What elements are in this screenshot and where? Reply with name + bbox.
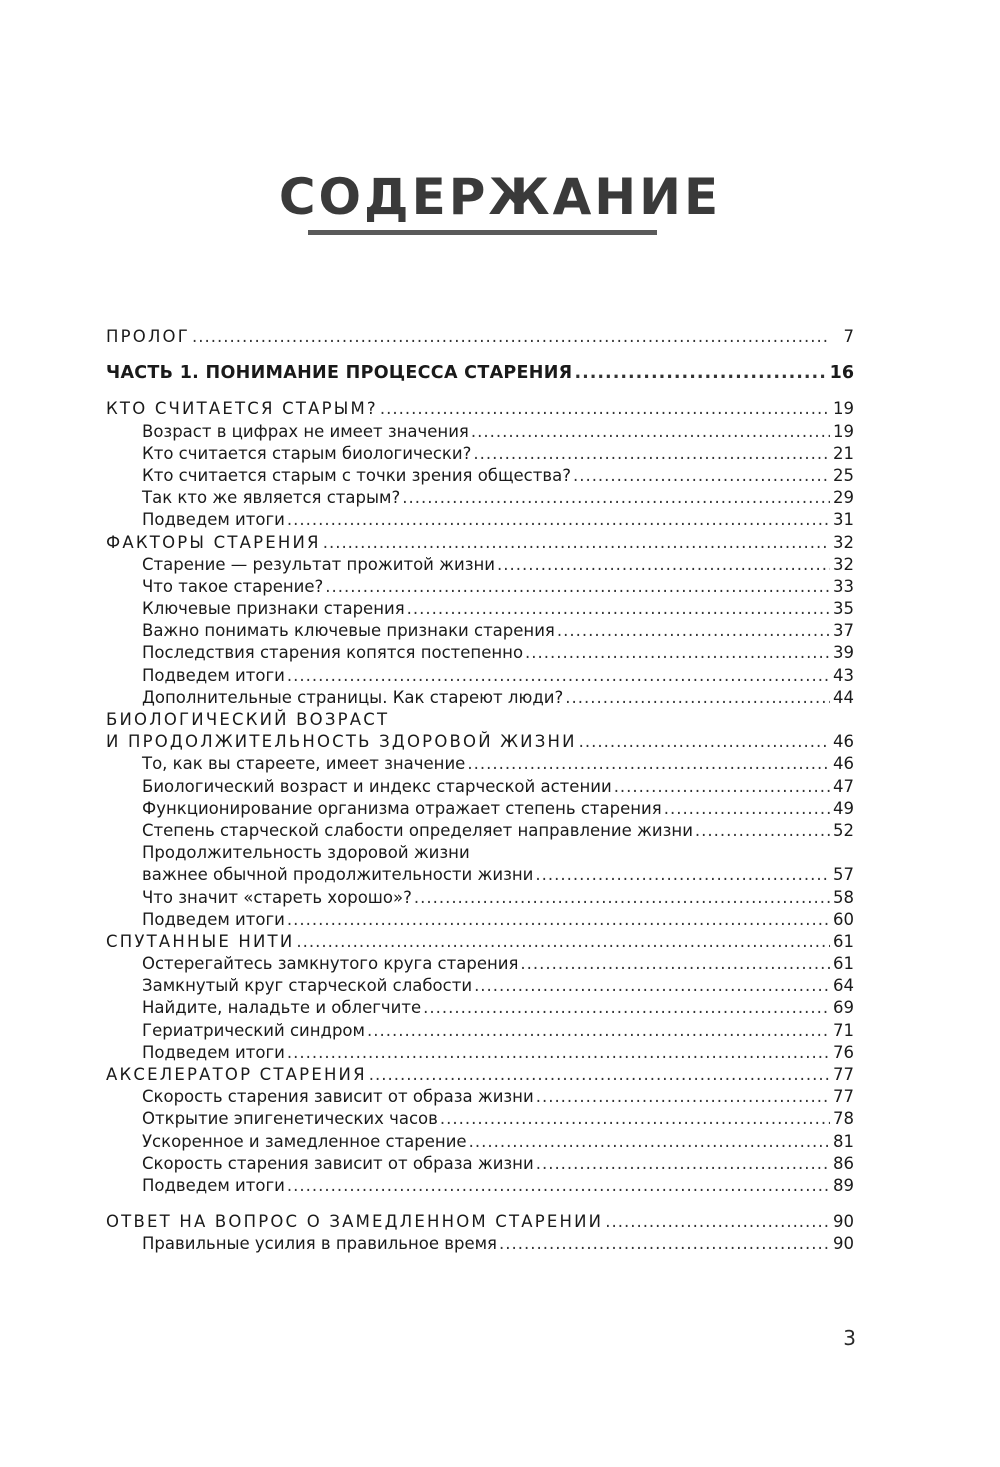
- table-of-contents: [106, 326, 854, 1256]
- toc-section[interactable]: [106, 1020, 854, 1042]
- toc-entry-label: Биологический возраст и индекс старческой астении: [142, 776, 612, 796]
- toc-entry-label: важнее обычной продолжительности жизни: [142, 865, 534, 885]
- toc-entry-label: Подведем итоги: [142, 1175, 285, 1195]
- toc-entry-label: Последствия старения копятся постепенно: [142, 643, 524, 663]
- toc-entry-label: АКСЕЛЕРАТОР СТАРЕНИЯ: [106, 1065, 367, 1084]
- toc-entry-label: Функционирование организма отражает степень старения: [142, 798, 662, 818]
- toc-page-number: 90: [833, 1212, 854, 1232]
- dot-leader: [287, 1175, 830, 1197]
- dot-leader: [192, 326, 830, 348]
- toc-page-number: 58: [833, 887, 854, 907]
- dot-leader: [565, 687, 830, 709]
- dot-leader: [695, 820, 830, 842]
- toc-entry-label: Найдите, наладьте и облегчите: [142, 998, 422, 1018]
- toc-section[interactable]: [106, 1108, 854, 1130]
- toc-page-number: 19: [833, 399, 854, 419]
- toc-section[interactable]: [106, 465, 854, 487]
- toc-chapter-biological-age-line2[interactable]: [106, 731, 854, 753]
- toc-entry-label: То, как вы стареете, имеет значение: [142, 754, 466, 774]
- toc-entry-label: Правильные усилия в правильное время: [142, 1234, 497, 1254]
- dot-leader: [367, 1020, 830, 1042]
- toc-page-number: 61: [833, 954, 854, 974]
- toc-section[interactable]: [106, 665, 854, 687]
- toc-section[interactable]: [106, 509, 854, 531]
- toc-page-number: 47: [833, 776, 854, 796]
- toc-section[interactable]: [106, 887, 854, 909]
- toc-entry-label: Остерегайтесь замкнутого круга старения: [142, 954, 519, 974]
- toc-page-number: 49: [833, 798, 854, 818]
- toc-page-number: 64: [833, 976, 854, 996]
- toc-page-number: 77: [833, 1065, 854, 1084]
- toc-section[interactable]: [106, 1086, 854, 1108]
- dot-leader: [469, 1131, 830, 1153]
- toc-section[interactable]: [106, 421, 854, 443]
- toc-page-number: 29: [833, 488, 854, 508]
- toc-entry-label: Возраст в цифрах не имеет значения: [142, 421, 469, 441]
- toc-entry-label: Подведем итоги: [142, 1042, 285, 1062]
- toc-entry-label: Замкнутый круг старческой слабости: [142, 976, 473, 996]
- dot-leader: [471, 421, 830, 443]
- toc-entry-label: ОТВЕТ НА ВОПРОС О ЗАМЕДЛЕННОМ СТАРЕНИИ: [106, 1212, 604, 1232]
- toc-entry-label: Скорость старения зависит от образа жизни: [142, 1153, 534, 1173]
- toc-entry-label: Дополнительные страницы. Как стареют люди?: [142, 687, 564, 707]
- dot-leader: [287, 909, 830, 931]
- toc-page-number: 37: [833, 621, 854, 641]
- toc-section[interactable]: [106, 1175, 854, 1197]
- dot-leader: [474, 975, 830, 997]
- toc-entry-label: Важно понимать ключевые признаки старения: [142, 621, 555, 641]
- page-number: 3: [843, 1326, 856, 1350]
- dot-leader: [574, 362, 827, 384]
- toc-entry-label: Продолжительность здоровой жизни: [142, 843, 470, 863]
- toc-page-number: 71: [833, 1020, 854, 1040]
- toc-entry-label: СПУТАННЫЕ НИТИ: [106, 931, 295, 951]
- toc-page-number: 46: [833, 754, 854, 774]
- toc-section[interactable]: [106, 687, 854, 709]
- dot-leader: [497, 554, 830, 576]
- toc-entry-label: Так кто же является старым?: [142, 488, 401, 508]
- toc-entry-label: ПРОЛОГ: [106, 327, 191, 346]
- toc-page-number: 35: [833, 599, 854, 619]
- toc-page-number: 78: [833, 1109, 854, 1129]
- toc-page-number: 31: [833, 510, 854, 530]
- dot-leader: [380, 398, 830, 420]
- toc-chapter-slow-aging-answer[interactable]: [106, 1211, 854, 1233]
- toc-section[interactable]: [106, 642, 854, 664]
- toc-section[interactable]: [106, 1042, 854, 1064]
- toc-entry-label: Гериатрический синдром: [142, 1020, 365, 1040]
- toc-page-number: 89: [833, 1175, 854, 1195]
- toc-section[interactable]: [106, 798, 854, 820]
- dot-leader: [407, 598, 830, 620]
- dot-leader: [467, 753, 830, 775]
- toc-entry-label: Что такое старение?: [142, 576, 324, 596]
- toc-section[interactable]: [106, 997, 854, 1019]
- dot-leader: [402, 487, 830, 509]
- dot-leader: [473, 443, 830, 465]
- dot-leader: [664, 798, 830, 820]
- toc-page-number: 19: [833, 421, 854, 441]
- toc-entry-label: И ПРОДОЛЖИТЕЛЬНОСТЬ ЗДОРОВОЙ ЖИЗНИ: [106, 732, 577, 752]
- toc-section[interactable]: [106, 1131, 854, 1153]
- toc-entry-label: ЧАСТЬ 1. ПОНИМАНИЕ ПРОЦЕССА СТАРЕНИЯ: [106, 363, 573, 384]
- toc-page-number: 32: [833, 532, 854, 552]
- toc-chapter-biological-age-line1[interactable]: [106, 709, 854, 731]
- toc-page-number: 69: [833, 998, 854, 1018]
- dot-leader: [296, 931, 830, 953]
- dot-leader: [605, 1211, 830, 1233]
- dot-leader: [525, 642, 830, 664]
- toc-section[interactable]: [106, 753, 854, 775]
- dot-leader: [520, 953, 830, 975]
- toc-entry-prolog[interactable]: [106, 326, 854, 348]
- dot-leader: [536, 1086, 830, 1108]
- dot-leader: [423, 997, 830, 1019]
- toc-page-number: 44: [833, 687, 854, 707]
- toc-page-number: 60: [833, 909, 854, 929]
- toc-page-number: 25: [833, 465, 854, 485]
- dot-leader: [325, 576, 830, 598]
- toc-entry-label: Старение — результат прожитой жизни: [142, 554, 496, 574]
- dot-leader: [369, 1064, 830, 1086]
- toc-chapter-tangled-threads[interactable]: [106, 931, 854, 953]
- dot-leader: [287, 665, 830, 687]
- toc-entry-label: Подведем итоги: [142, 909, 285, 929]
- dot-leader: [557, 620, 830, 642]
- dot-leader: [573, 465, 830, 487]
- page-title: СОДЕРЖАНИЕ: [278, 168, 722, 226]
- toc-section[interactable]: [106, 576, 854, 598]
- toc-section[interactable]: [106, 820, 854, 842]
- toc-entry-label: Ускоренное и замедленное старение: [142, 1131, 467, 1151]
- dot-leader: [440, 1108, 830, 1130]
- toc-entry-label: Скорость старения зависит от образа жизни: [142, 1087, 534, 1107]
- toc-chapter-aging-accelerator[interactable]: [106, 1064, 854, 1086]
- toc-chapter-who-is-old[interactable]: [106, 398, 854, 420]
- toc-page-number: 61: [833, 931, 854, 951]
- dot-leader: [287, 509, 830, 531]
- dot-leader: [323, 532, 830, 554]
- toc-page-number: 52: [833, 820, 854, 840]
- toc-page-number: 86: [833, 1153, 854, 1173]
- toc-section[interactable]: [106, 953, 854, 975]
- toc-entry-label: ФАКТОРЫ СТАРЕНИЯ: [106, 532, 321, 552]
- dot-leader: [614, 776, 830, 798]
- toc-section[interactable]: [106, 487, 854, 509]
- toc-section[interactable]: [106, 554, 854, 576]
- toc-page-number: 7: [843, 327, 854, 346]
- toc-section[interactable]: [106, 1233, 854, 1255]
- dot-leader: [535, 864, 830, 886]
- toc-page-number: 81: [833, 1131, 854, 1151]
- toc-entry-label: Степень старческой слабости определяет направление жизни: [142, 820, 693, 840]
- dot-leader: [287, 1042, 830, 1064]
- toc-section[interactable]: [106, 909, 854, 931]
- toc-page-number: 76: [833, 1042, 854, 1062]
- toc-section-multiline-line1[interactable]: [106, 842, 854, 864]
- toc-section[interactable]: [106, 620, 854, 642]
- toc-section[interactable]: [106, 598, 854, 620]
- toc-section-multiline-line2[interactable]: [106, 864, 854, 886]
- toc-page-number: 57: [833, 865, 854, 885]
- toc-section[interactable]: [106, 443, 854, 465]
- toc-page-number: 16: [829, 363, 854, 384]
- toc-page-number: 90: [833, 1234, 854, 1254]
- dot-leader: [579, 731, 830, 753]
- toc-entry-label: Что значит «стареть хорошо»?: [142, 887, 412, 907]
- toc-page-number: 39: [833, 643, 854, 663]
- toc-chapter-aging-factors[interactable]: [106, 532, 854, 554]
- toc-section[interactable]: [106, 975, 854, 997]
- toc-entry-label: Ключевые признаки старения: [142, 599, 405, 619]
- toc-entry-label: Кто считается старым биологически?: [142, 443, 472, 463]
- toc-page-number: 33: [833, 576, 854, 596]
- toc-page-number: 43: [833, 665, 854, 685]
- toc-entry-part-1[interactable]: [106, 362, 854, 384]
- toc-entry-label: Открытие эпигенетических часов: [142, 1109, 438, 1129]
- toc-entry-label: Подведем итоги: [142, 510, 285, 530]
- toc-section[interactable]: [106, 1153, 854, 1175]
- dot-leader: [414, 887, 830, 909]
- toc-entry-label: БИОЛОГИЧЕСКИЙ ВОЗРАСТ: [106, 710, 390, 729]
- title-underline: [308, 230, 657, 235]
- dot-leader: [499, 1233, 830, 1255]
- toc-entry-label: Подведем итоги: [142, 665, 285, 685]
- toc-page-number: 32: [833, 554, 854, 574]
- dot-leader: [536, 1153, 830, 1175]
- toc-entry-label: Кто считается старым с точки зрения общества?: [142, 465, 571, 485]
- toc-section[interactable]: [106, 776, 854, 798]
- toc-entry-label: КТО СЧИТАЕТСЯ СТАРЫМ?: [106, 399, 378, 419]
- toc-page-number: 77: [833, 1087, 854, 1107]
- toc-page-number: 21: [833, 443, 854, 463]
- toc-page-number: 46: [833, 732, 854, 752]
